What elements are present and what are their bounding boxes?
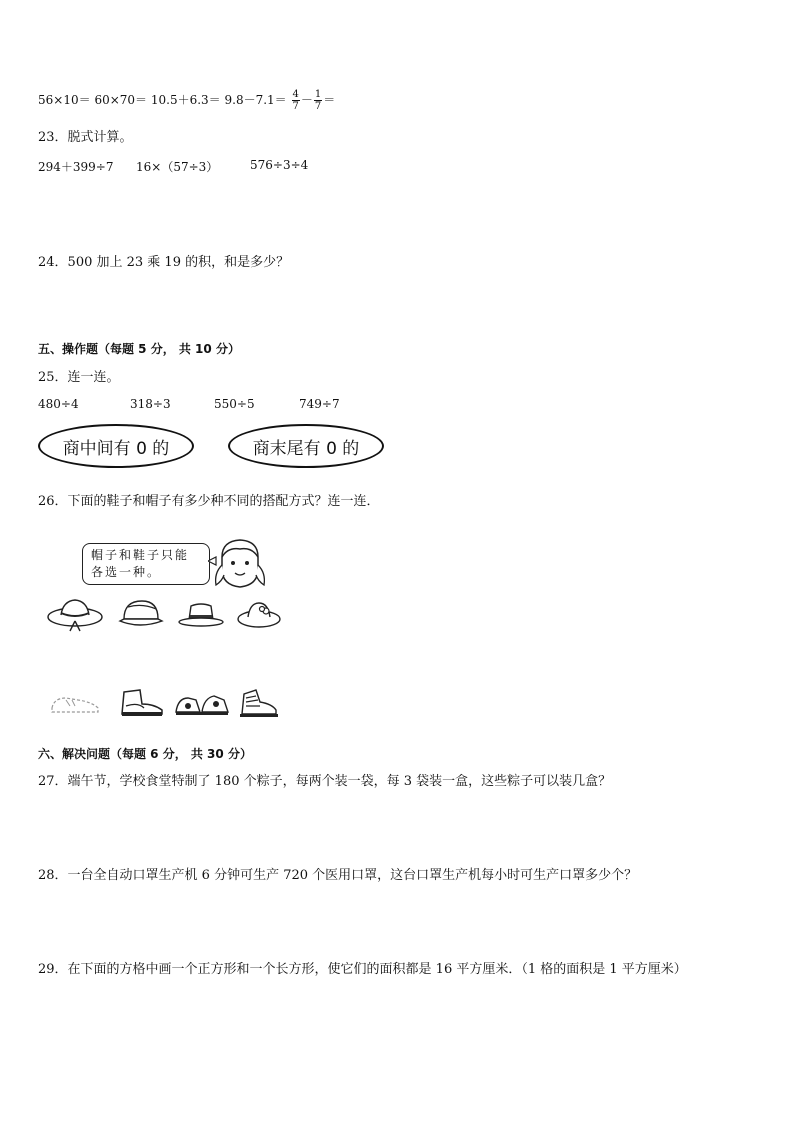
q23-expr-2: 16×（57÷3） (136, 160, 219, 174)
q28-text: 28．一台全自动口罩生产机 6 分钟可生产 720 个医用口罩，这台口罩生产机每小时可生产口罩多少个？ (38, 868, 638, 883)
shoe-3-icon (174, 686, 230, 720)
oval-middle-zero-label: 商中间有 0 的 (62, 438, 170, 459)
fraction-1-7: $\frac{1}{7}$ (314, 89, 322, 112)
q25-expr-3: 550÷5 (214, 397, 255, 411)
speech-line-1: 帽子和鞋子只能 (91, 548, 190, 562)
shoe-4-icon (236, 684, 280, 720)
expr-9.8minus7.1: 9.8－7.1＝ (224, 93, 287, 107)
minus-sign: － (300, 93, 313, 107)
arith-row (38, 89, 335, 112)
shoe-1-icon (48, 690, 102, 718)
expr-60x70: 60×70＝ (94, 93, 148, 107)
hat-1-icon (46, 595, 104, 635)
q23-title: 23．脱式计算。 (38, 130, 133, 145)
q27-text: 27．端午节，学校食堂特制了 180 个粽子，每两个装一袋，每 3 袋装一盒，这些粽子可以装几盒？ (38, 774, 612, 789)
speech-bubble (82, 543, 210, 585)
expr-56x10: 56×10＝ (38, 93, 91, 107)
hat-3-icon (177, 600, 225, 632)
hat-4-icon (236, 597, 282, 633)
oval-middle-zero (38, 424, 194, 468)
q25-title: 25．连一连。 (38, 370, 120, 385)
cap-2-icon (118, 597, 164, 633)
q26-text: 26．下面的鞋子和帽子有多少种不同的搭配方式？连一连． (38, 494, 380, 509)
section5-title: 五、操作题（每题 5 分， 共 10 分） (38, 342, 240, 356)
section6-title: 六、解决问题（每题 6 分， 共 30 分） (38, 747, 252, 761)
q29-text: 29．在下面的方格中画一个正方形和一个长方形，使它们的面积都是 16 平方厘米．（1 格的面积是 1 平方厘米） (38, 962, 687, 977)
equals-sign: ＝ (323, 93, 336, 107)
girl-icon (208, 535, 270, 593)
q24-text: 24．500 加上 23 乘 19 的积，和是多少？ (38, 255, 290, 270)
q25-expr-1: 480÷4 (38, 397, 79, 411)
shoe-2-icon (118, 684, 166, 720)
q23-expr-3: 576÷3÷4 (250, 158, 309, 172)
oval-end-zero (228, 424, 384, 468)
q25-expr-2: 318÷3 (130, 397, 171, 411)
q25-expr-4: 749÷7 (299, 397, 340, 411)
speech-line-2: 各选一种。 (91, 565, 162, 579)
q23-expr-1: 294＋399÷7 (38, 160, 114, 174)
fraction-4-7: $\frac{4}{7}$ (292, 89, 299, 112)
expr-10.5plus6.3: 10.5＋6.3＝ (150, 93, 221, 107)
oval-end-zero-label: 商末尾有 0 的 (252, 438, 360, 459)
